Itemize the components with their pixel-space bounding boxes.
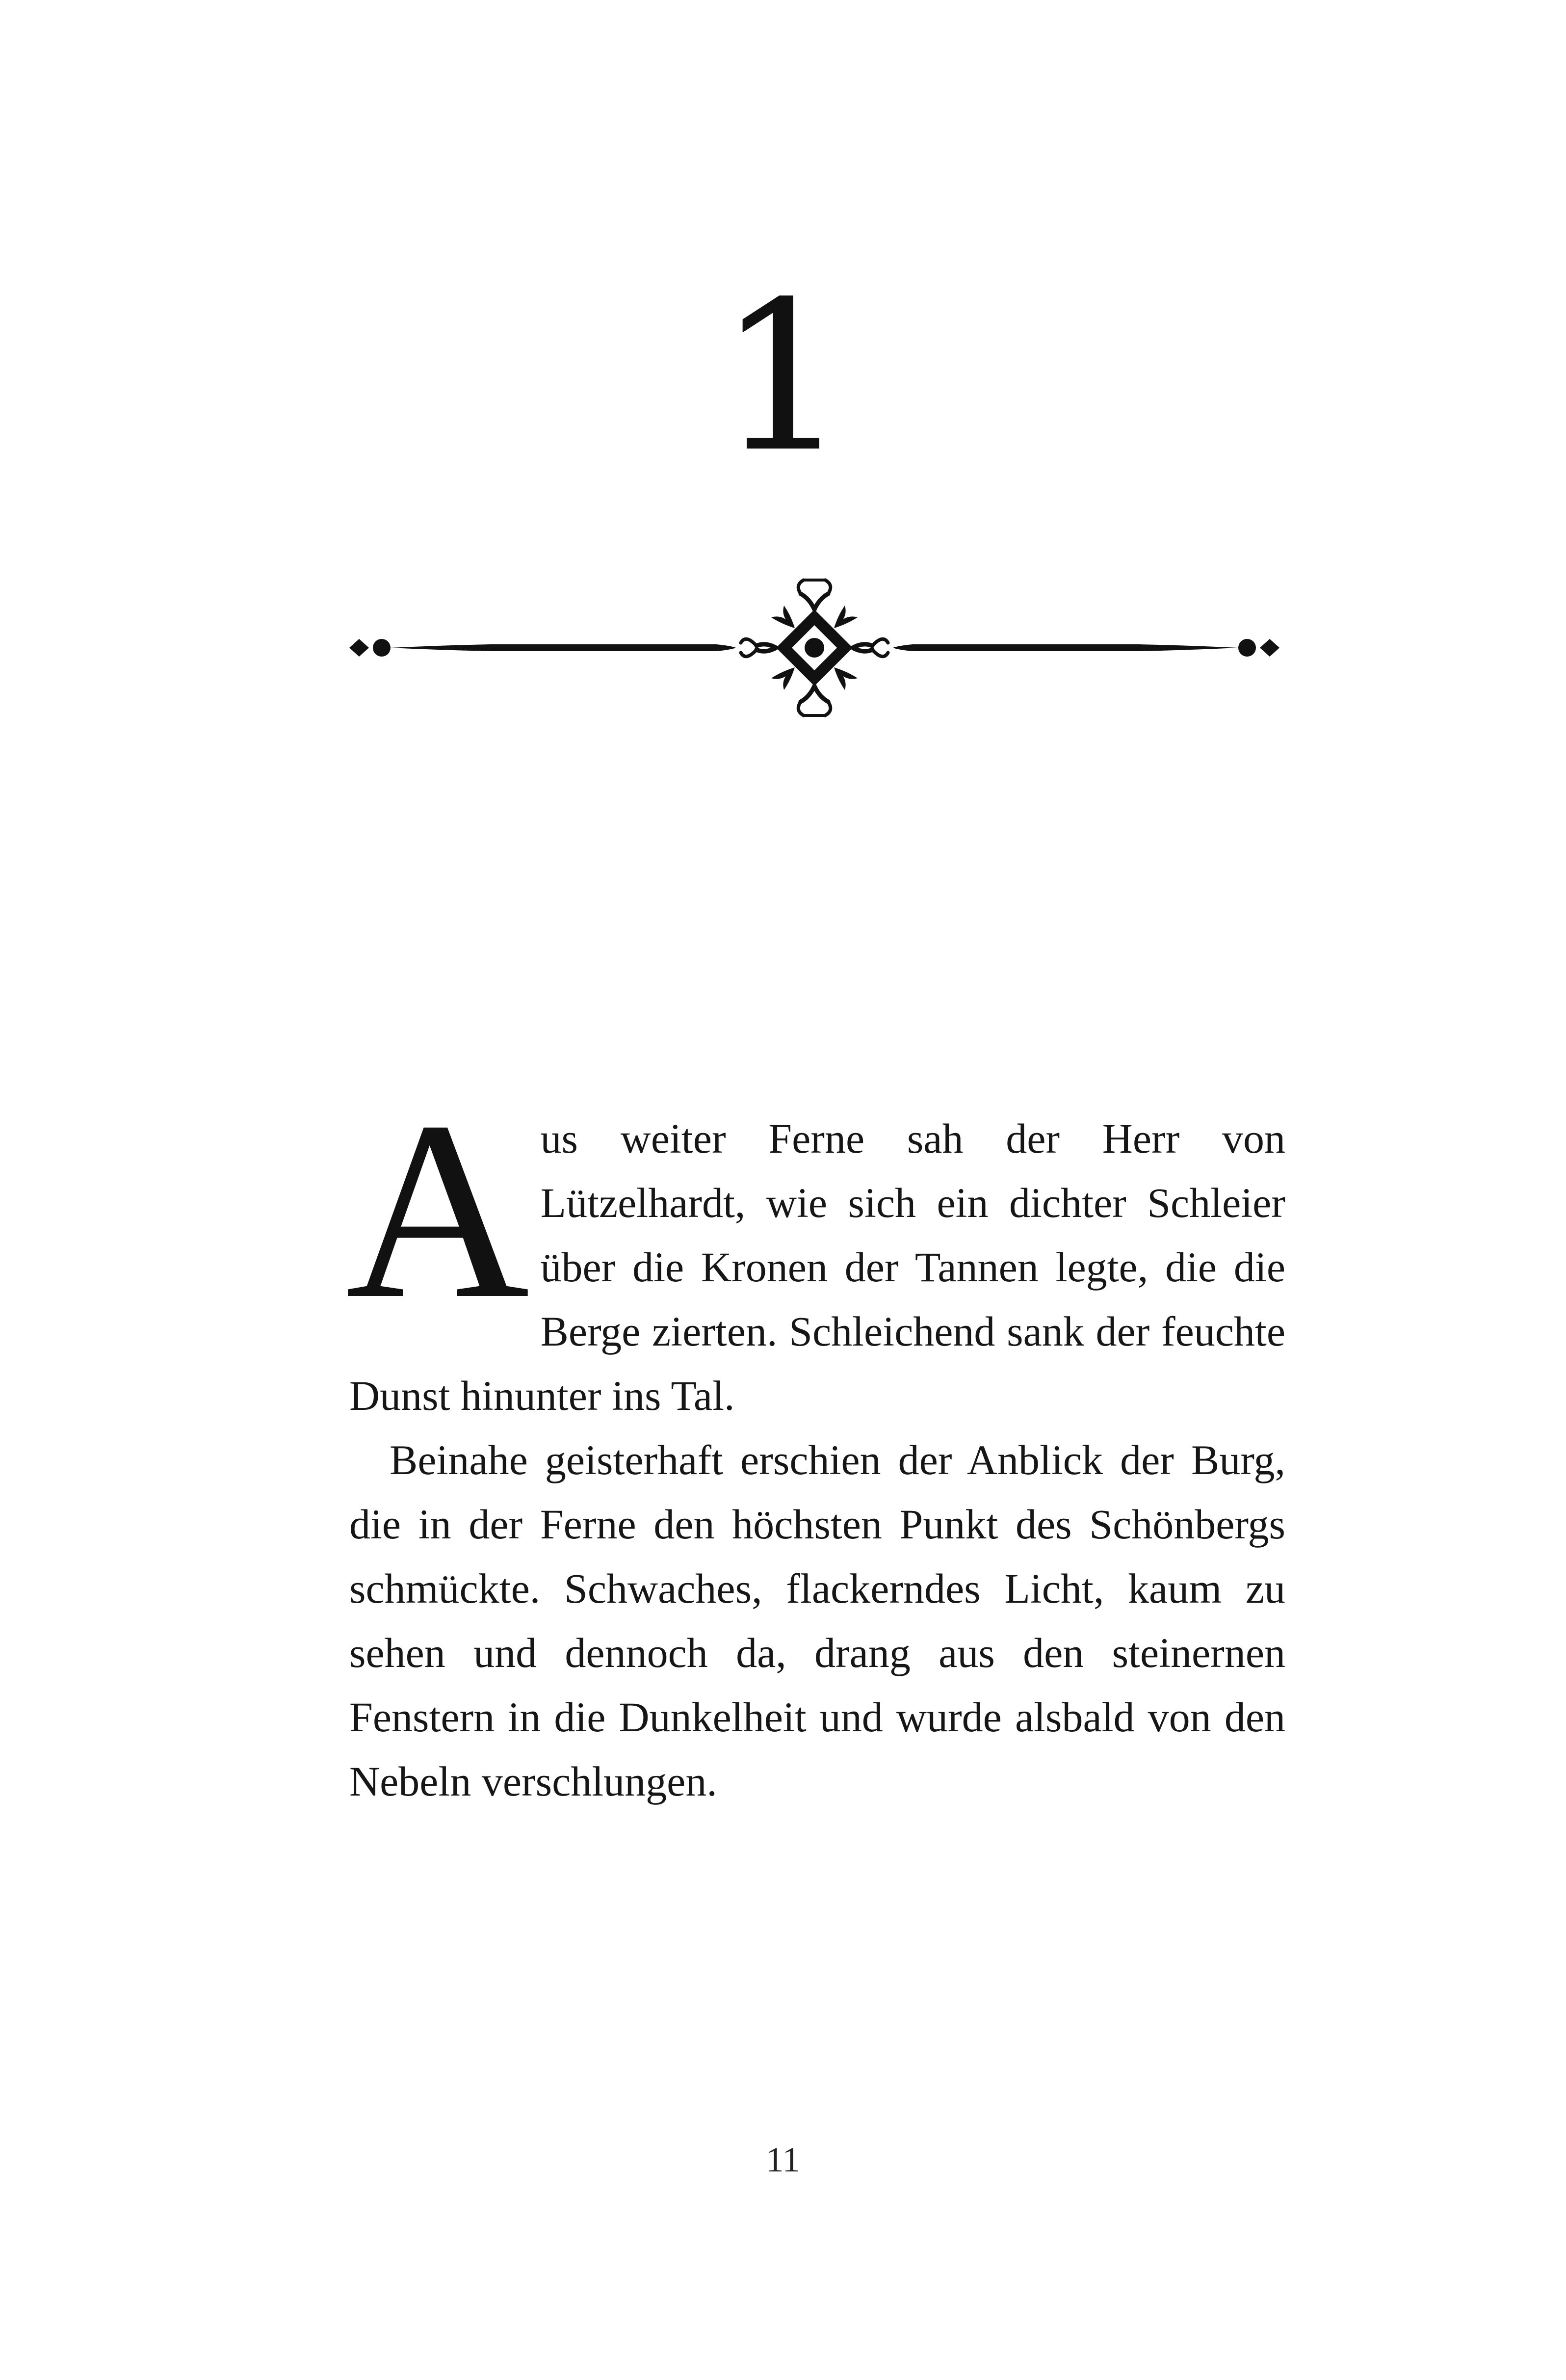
- center-fleuron-icon: [741, 580, 888, 715]
- right-end-icon: [1238, 639, 1279, 657]
- left-end-icon: [349, 639, 391, 657]
- drop-cap: A: [345, 1069, 530, 1351]
- page-number: 11: [766, 2140, 800, 2179]
- chapter-number: 1: [717, 258, 849, 498]
- chapter-text: [345, 1069, 1285, 1814]
- left-rule: [391, 644, 736, 651]
- paragraph-1-text: us weiter Ferne sah der Herr von Lützelhardt, wie sich ein dichter Schleier über die Kronen der Tannen legte, die die Berge zierten. Schleichend sank der feuchte Dunst hinunter ins Tal.: [349, 1115, 1285, 1419]
- right-rule: [893, 644, 1238, 651]
- paragraph-2: [349, 1428, 1285, 1814]
- fleuron-divider-icon: [343, 574, 1285, 721]
- paragraph-2-text: Beinahe geisterhaft erschien der Anblick der Burg, die in der Ferne den höchsten Punkt des Schönbergs schmückte. Schwaches, flackerndes Licht, kaum zu sehen und dennoch da, drang aus den steinernen Fenstern in die Dunkelheit und wurde alsbald von den Nebeln verschlungen.: [349, 1436, 1285, 1805]
- paragraph-1: [345, 1069, 1285, 1428]
